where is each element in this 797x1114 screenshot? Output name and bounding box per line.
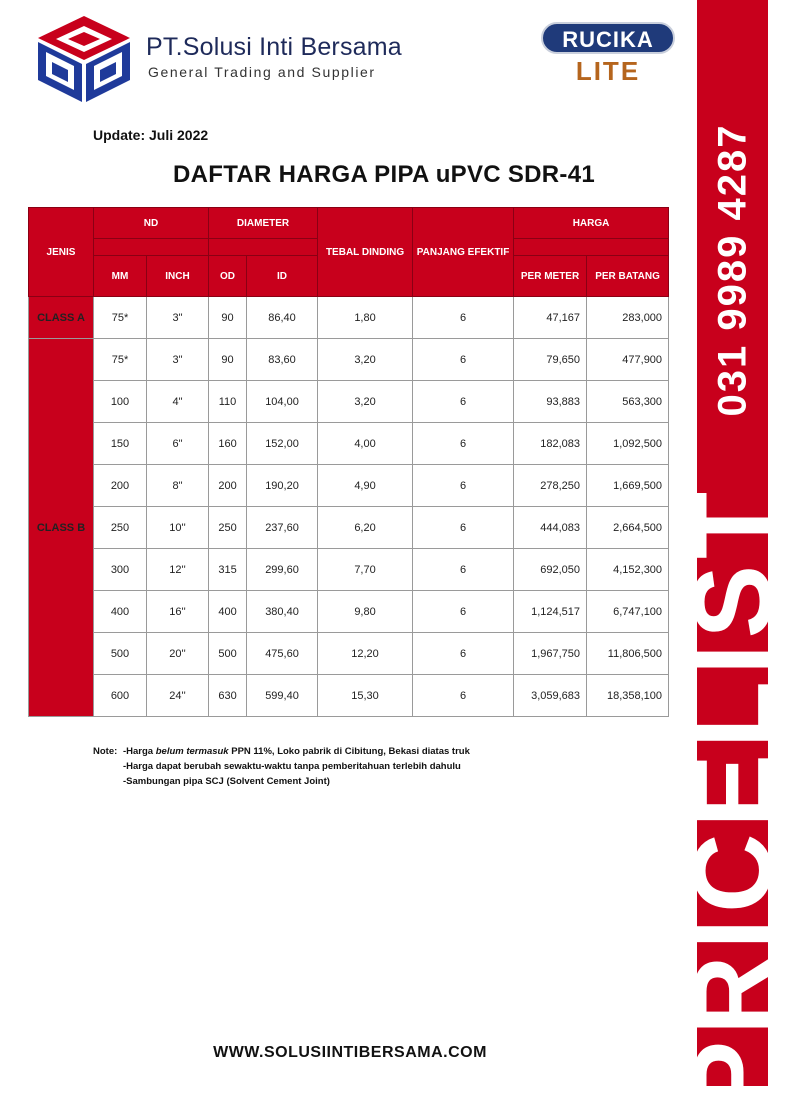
table-row bbox=[29, 339, 669, 381]
cell-tebal: 1,80 bbox=[318, 297, 413, 339]
note-line-2: -Harga dapat berubah sewaktu-waktu tanpa pemberitahuan terlebih dahulu bbox=[123, 761, 461, 772]
cell-mm: 75* bbox=[94, 339, 147, 381]
table-row bbox=[29, 381, 669, 423]
price-table bbox=[28, 207, 669, 717]
note-label: Note: bbox=[93, 746, 118, 757]
cell-inch: 24'' bbox=[147, 675, 209, 717]
update-label: Update: Juli 2022 bbox=[93, 127, 209, 143]
header-per-batang: PER BATANG bbox=[587, 256, 669, 297]
cell-tebal: 4,90 bbox=[318, 465, 413, 507]
cell-inch: 8" bbox=[147, 465, 209, 507]
cell-od: 110 bbox=[209, 381, 247, 423]
cell-per-batang: 477,900 bbox=[587, 339, 669, 381]
cell-tebal: 3,20 bbox=[318, 381, 413, 423]
table-row bbox=[29, 591, 669, 633]
cell-od: 315 bbox=[209, 549, 247, 591]
cell-inch: 16'' bbox=[147, 591, 209, 633]
cell-panjang: 6 bbox=[413, 507, 514, 549]
side-pricelist-text: PRICELIST bbox=[671, 485, 795, 1114]
cell-per-batang: 563,300 bbox=[587, 381, 669, 423]
cell-tebal: 4,00 bbox=[318, 423, 413, 465]
table-row bbox=[29, 297, 669, 339]
cell-per-meter: 444,083 bbox=[514, 507, 587, 549]
cell-per-batang: 283,000 bbox=[587, 297, 669, 339]
cell-od: 500 bbox=[209, 633, 247, 675]
cell-per-meter: 1,124,517 bbox=[514, 591, 587, 633]
cell-inch: 6" bbox=[147, 423, 209, 465]
cell-inch: 4" bbox=[147, 381, 209, 423]
cell-per-batang: 18,358,100 bbox=[587, 675, 669, 717]
header-id: ID bbox=[247, 256, 318, 297]
header-spacer bbox=[209, 239, 318, 256]
cell-od: 90 bbox=[209, 339, 247, 381]
cell-per-batang: 11,806,500 bbox=[587, 633, 669, 675]
header-inch: INCH bbox=[147, 256, 209, 297]
table-row bbox=[29, 423, 669, 465]
cell-od: 200 bbox=[209, 465, 247, 507]
note-line-1 bbox=[93, 744, 470, 759]
class-b-label: CLASS B bbox=[29, 339, 94, 717]
cell-per-meter: 1,967,750 bbox=[514, 633, 587, 675]
cell-od: 160 bbox=[209, 423, 247, 465]
cell-per-batang: 4,152,300 bbox=[587, 549, 669, 591]
cell-mm: 75* bbox=[94, 297, 147, 339]
cell-inch: 3" bbox=[147, 297, 209, 339]
company-tagline: General Trading and Supplier bbox=[148, 64, 376, 80]
cell-mm: 250 bbox=[94, 507, 147, 549]
cell-id: 299,60 bbox=[247, 549, 318, 591]
cell-id: 86,40 bbox=[247, 297, 318, 339]
cell-panjang: 6 bbox=[413, 381, 514, 423]
cell-per-meter: 182,083 bbox=[514, 423, 587, 465]
cell-od: 630 bbox=[209, 675, 247, 717]
note-line-1-italic: belum termasuk bbox=[155, 746, 229, 757]
cell-id: 380,40 bbox=[247, 591, 318, 633]
cell-mm: 300 bbox=[94, 549, 147, 591]
page-title: DAFTAR HARGA PIPA uPVC SDR-41 bbox=[172, 161, 596, 188]
header-per-meter: PER METER bbox=[514, 256, 587, 297]
brand-logo-top: RUCIKA bbox=[541, 22, 675, 54]
header-harga: HARGA bbox=[514, 208, 669, 239]
cell-od: 250 bbox=[209, 507, 247, 549]
notes-block bbox=[93, 744, 470, 789]
cell-panjang: 6 bbox=[413, 465, 514, 507]
cell-panjang: 6 bbox=[413, 423, 514, 465]
cell-panjang: 6 bbox=[413, 549, 514, 591]
header-spacer bbox=[94, 239, 209, 256]
cell-id: 599,40 bbox=[247, 675, 318, 717]
cell-panjang: 6 bbox=[413, 591, 514, 633]
cell-id: 104,00 bbox=[247, 381, 318, 423]
cell-mm: 600 bbox=[94, 675, 147, 717]
header-spacer bbox=[514, 239, 669, 256]
cell-per-batang: 6,747,100 bbox=[587, 591, 669, 633]
cell-mm: 400 bbox=[94, 591, 147, 633]
cell-od: 90 bbox=[209, 297, 247, 339]
cell-panjang: 6 bbox=[413, 297, 514, 339]
header-nd: ND bbox=[94, 208, 209, 239]
cell-tebal: 6,20 bbox=[318, 507, 413, 549]
table-row bbox=[29, 507, 669, 549]
cell-per-meter: 3,059,683 bbox=[514, 675, 587, 717]
note-line-1-prefix: -Harga bbox=[123, 746, 156, 757]
cell-per-batang: 1,669,500 bbox=[587, 465, 669, 507]
cell-id: 83,60 bbox=[247, 339, 318, 381]
company-name: PT.Solusi Inti Bersama bbox=[146, 33, 402, 61]
cell-od: 400 bbox=[209, 591, 247, 633]
header-od: OD bbox=[209, 256, 247, 297]
cell-id: 190,20 bbox=[247, 465, 318, 507]
cell-per-meter: 47,167 bbox=[514, 297, 587, 339]
cell-inch: 20'' bbox=[147, 633, 209, 675]
brand-logo bbox=[541, 22, 675, 84]
cell-id: 152,00 bbox=[247, 423, 318, 465]
header-panjang-efektif: PANJANG EFEKTIF bbox=[413, 208, 514, 297]
header-mm: MM bbox=[94, 256, 147, 297]
cell-mm: 100 bbox=[94, 381, 147, 423]
cell-per-batang: 2,664,500 bbox=[587, 507, 669, 549]
cell-tebal: 7,70 bbox=[318, 549, 413, 591]
cell-mm: 200 bbox=[94, 465, 147, 507]
cell-tebal: 9,80 bbox=[318, 591, 413, 633]
table-row bbox=[29, 633, 669, 675]
cell-inch: 12'' bbox=[147, 549, 209, 591]
footer-url: WWW.SOLUSIINTIBERSAMA.COM bbox=[213, 1044, 487, 1061]
cell-tebal: 12,20 bbox=[318, 633, 413, 675]
cell-mm: 500 bbox=[94, 633, 147, 675]
cell-panjang: 6 bbox=[413, 633, 514, 675]
side-phone-number: 031 9989 4287 bbox=[710, 123, 755, 417]
cell-panjang: 6 bbox=[413, 675, 514, 717]
note-line-1-suffix: PPN 11%, Loko pabrik di Cibitung, Bekasi diatas truk bbox=[228, 746, 470, 757]
cell-per-meter: 93,883 bbox=[514, 381, 587, 423]
cell-id: 237,60 bbox=[247, 507, 318, 549]
brand-logo-bottom: LITE bbox=[575, 56, 641, 86]
header-tebal-dinding: TEBAL DINDING bbox=[318, 208, 413, 297]
table-row bbox=[29, 549, 669, 591]
class-a-label: CLASS A bbox=[29, 297, 94, 339]
header-diameter: DIAMETER bbox=[209, 208, 318, 239]
cell-tebal: 3,20 bbox=[318, 339, 413, 381]
cell-mm: 150 bbox=[94, 423, 147, 465]
cell-tebal: 15,30 bbox=[318, 675, 413, 717]
cell-inch: 3" bbox=[147, 339, 209, 381]
cell-per-meter: 278,250 bbox=[514, 465, 587, 507]
header-jenis: JENIS bbox=[29, 208, 94, 297]
cell-id: 475,60 bbox=[247, 633, 318, 675]
table-row bbox=[29, 675, 669, 717]
cell-per-meter: 79,650 bbox=[514, 339, 587, 381]
cell-inch: 10'' bbox=[147, 507, 209, 549]
cube-logo-icon bbox=[30, 12, 138, 104]
cell-per-meter: 692,050 bbox=[514, 549, 587, 591]
cell-per-batang: 1,092,500 bbox=[587, 423, 669, 465]
table-row bbox=[29, 465, 669, 507]
note-line-3: -Sambungan pipa SCJ (Solvent Cement Joint) bbox=[123, 776, 330, 787]
cell-panjang: 6 bbox=[413, 339, 514, 381]
